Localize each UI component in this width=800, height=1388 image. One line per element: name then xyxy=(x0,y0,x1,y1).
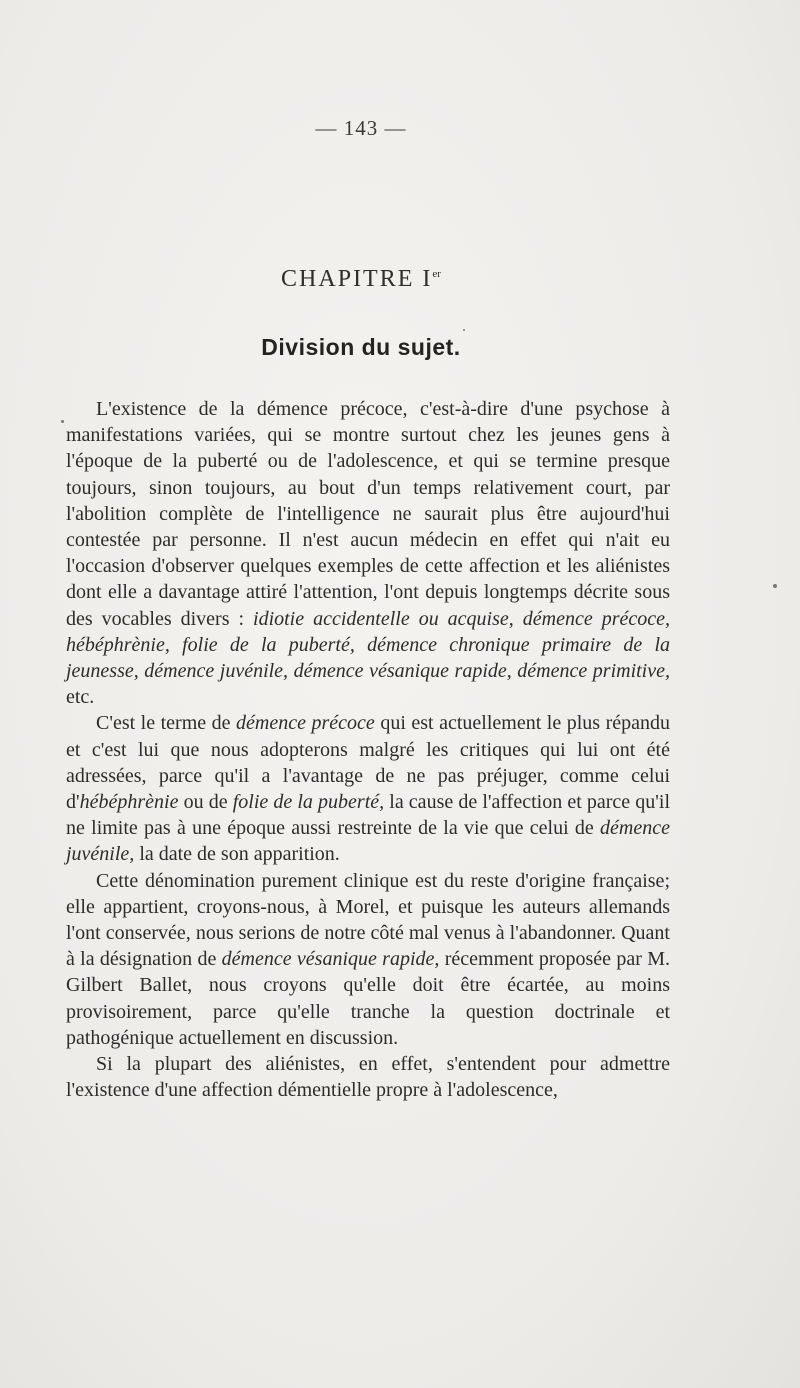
paragraph-2 xyxy=(66,710,670,867)
text-segment: la date de son apparition. xyxy=(134,843,340,866)
italic-term: démence précoce xyxy=(236,712,375,735)
paper-speck xyxy=(463,329,465,331)
text-segment: C'est le terme de xyxy=(96,712,237,735)
text-segment: Cette dénomination purement clinique est du reste d'origine française; elle appartient, croyons-nous, à Morel, et puisque les auteurs allemands l'ont conservée, nous serions de notre côté mal venus à l'abandonner. Quant à la désignation de xyxy=(66,869,670,971)
text-segment: L'existence de la démence précoce, c'est-à-dire d'une psychose à manifestations variées, qui se montre surtout chez les jeunes gens à l'époque de la puberté ou de l'adolescence, et qui se termine presque toujours, sinon toujours, au bout d'un temps relativement court, par l'abolition complète de l'intelligence ne saurait plus être aujourd'hui contestée par personne. Il n'est aucun médecin en effet qui n'ait eu l'occasion d'observer quelques exemples de cette affection et les aliénistes dont elle a davantage attiré l'attention, l'ont depuis longtemps décrite sous des vocables divers : xyxy=(66,398,670,630)
italic-term: hébéphrènie xyxy=(79,791,179,814)
italic-term: démence juvénile, xyxy=(66,817,670,866)
text-segment: la cause de l'affection et parce qu'il ne limite pas à une époque aussi restreinte de la vie que celui de xyxy=(66,791,670,840)
chapter-heading xyxy=(0,266,722,293)
chapter-superscript: er xyxy=(432,268,441,280)
paragraph-1 xyxy=(66,396,670,710)
italic-term: idiotie accidentelle ou acquise, démence précoce, hébéphrènie, folie de la puberté, démence chronique primaire de la jeunesse, démence juvénile, démence vésanique rapide, démence primitive, xyxy=(66,607,670,683)
page-number: — 143 — xyxy=(315,116,407,140)
italic-term: démence vésanique rapide, xyxy=(221,948,440,971)
text-segment: etc. xyxy=(66,686,95,709)
paragraph-3 xyxy=(66,868,670,1051)
text-segment: récemment proposée par M. Gilbert Ballet, nous croyons qu'elle doit être écartée, au moins provisoirement, parce qu'elle tranche la question doctrinale et pathogénique actuellement en discussion. xyxy=(66,948,670,1049)
text-segment: qui est actuellement le plus répandu et c'est lui que nous adopterons malgré les critiques qui lui ont été adressées, parce qu'il a l'avantage de ne pas préjuger, comme celui d' xyxy=(66,712,671,814)
italic-term: folie de la puberté, xyxy=(232,791,385,814)
paragraph-4 xyxy=(66,1051,670,1103)
section-title: Division du sujet. xyxy=(261,334,461,360)
chapter-label: CHAPITRE I xyxy=(281,266,433,292)
text-segment: Si la plupart des aliénistes, en effet, s'entendent pour admettre l'existence d'une affection démentielle propre à l'adolescence, xyxy=(66,1053,670,1102)
paper-speck xyxy=(61,420,64,423)
body-text xyxy=(66,396,670,1103)
paper-speck xyxy=(773,584,777,588)
text-segment: ou de xyxy=(178,791,233,814)
